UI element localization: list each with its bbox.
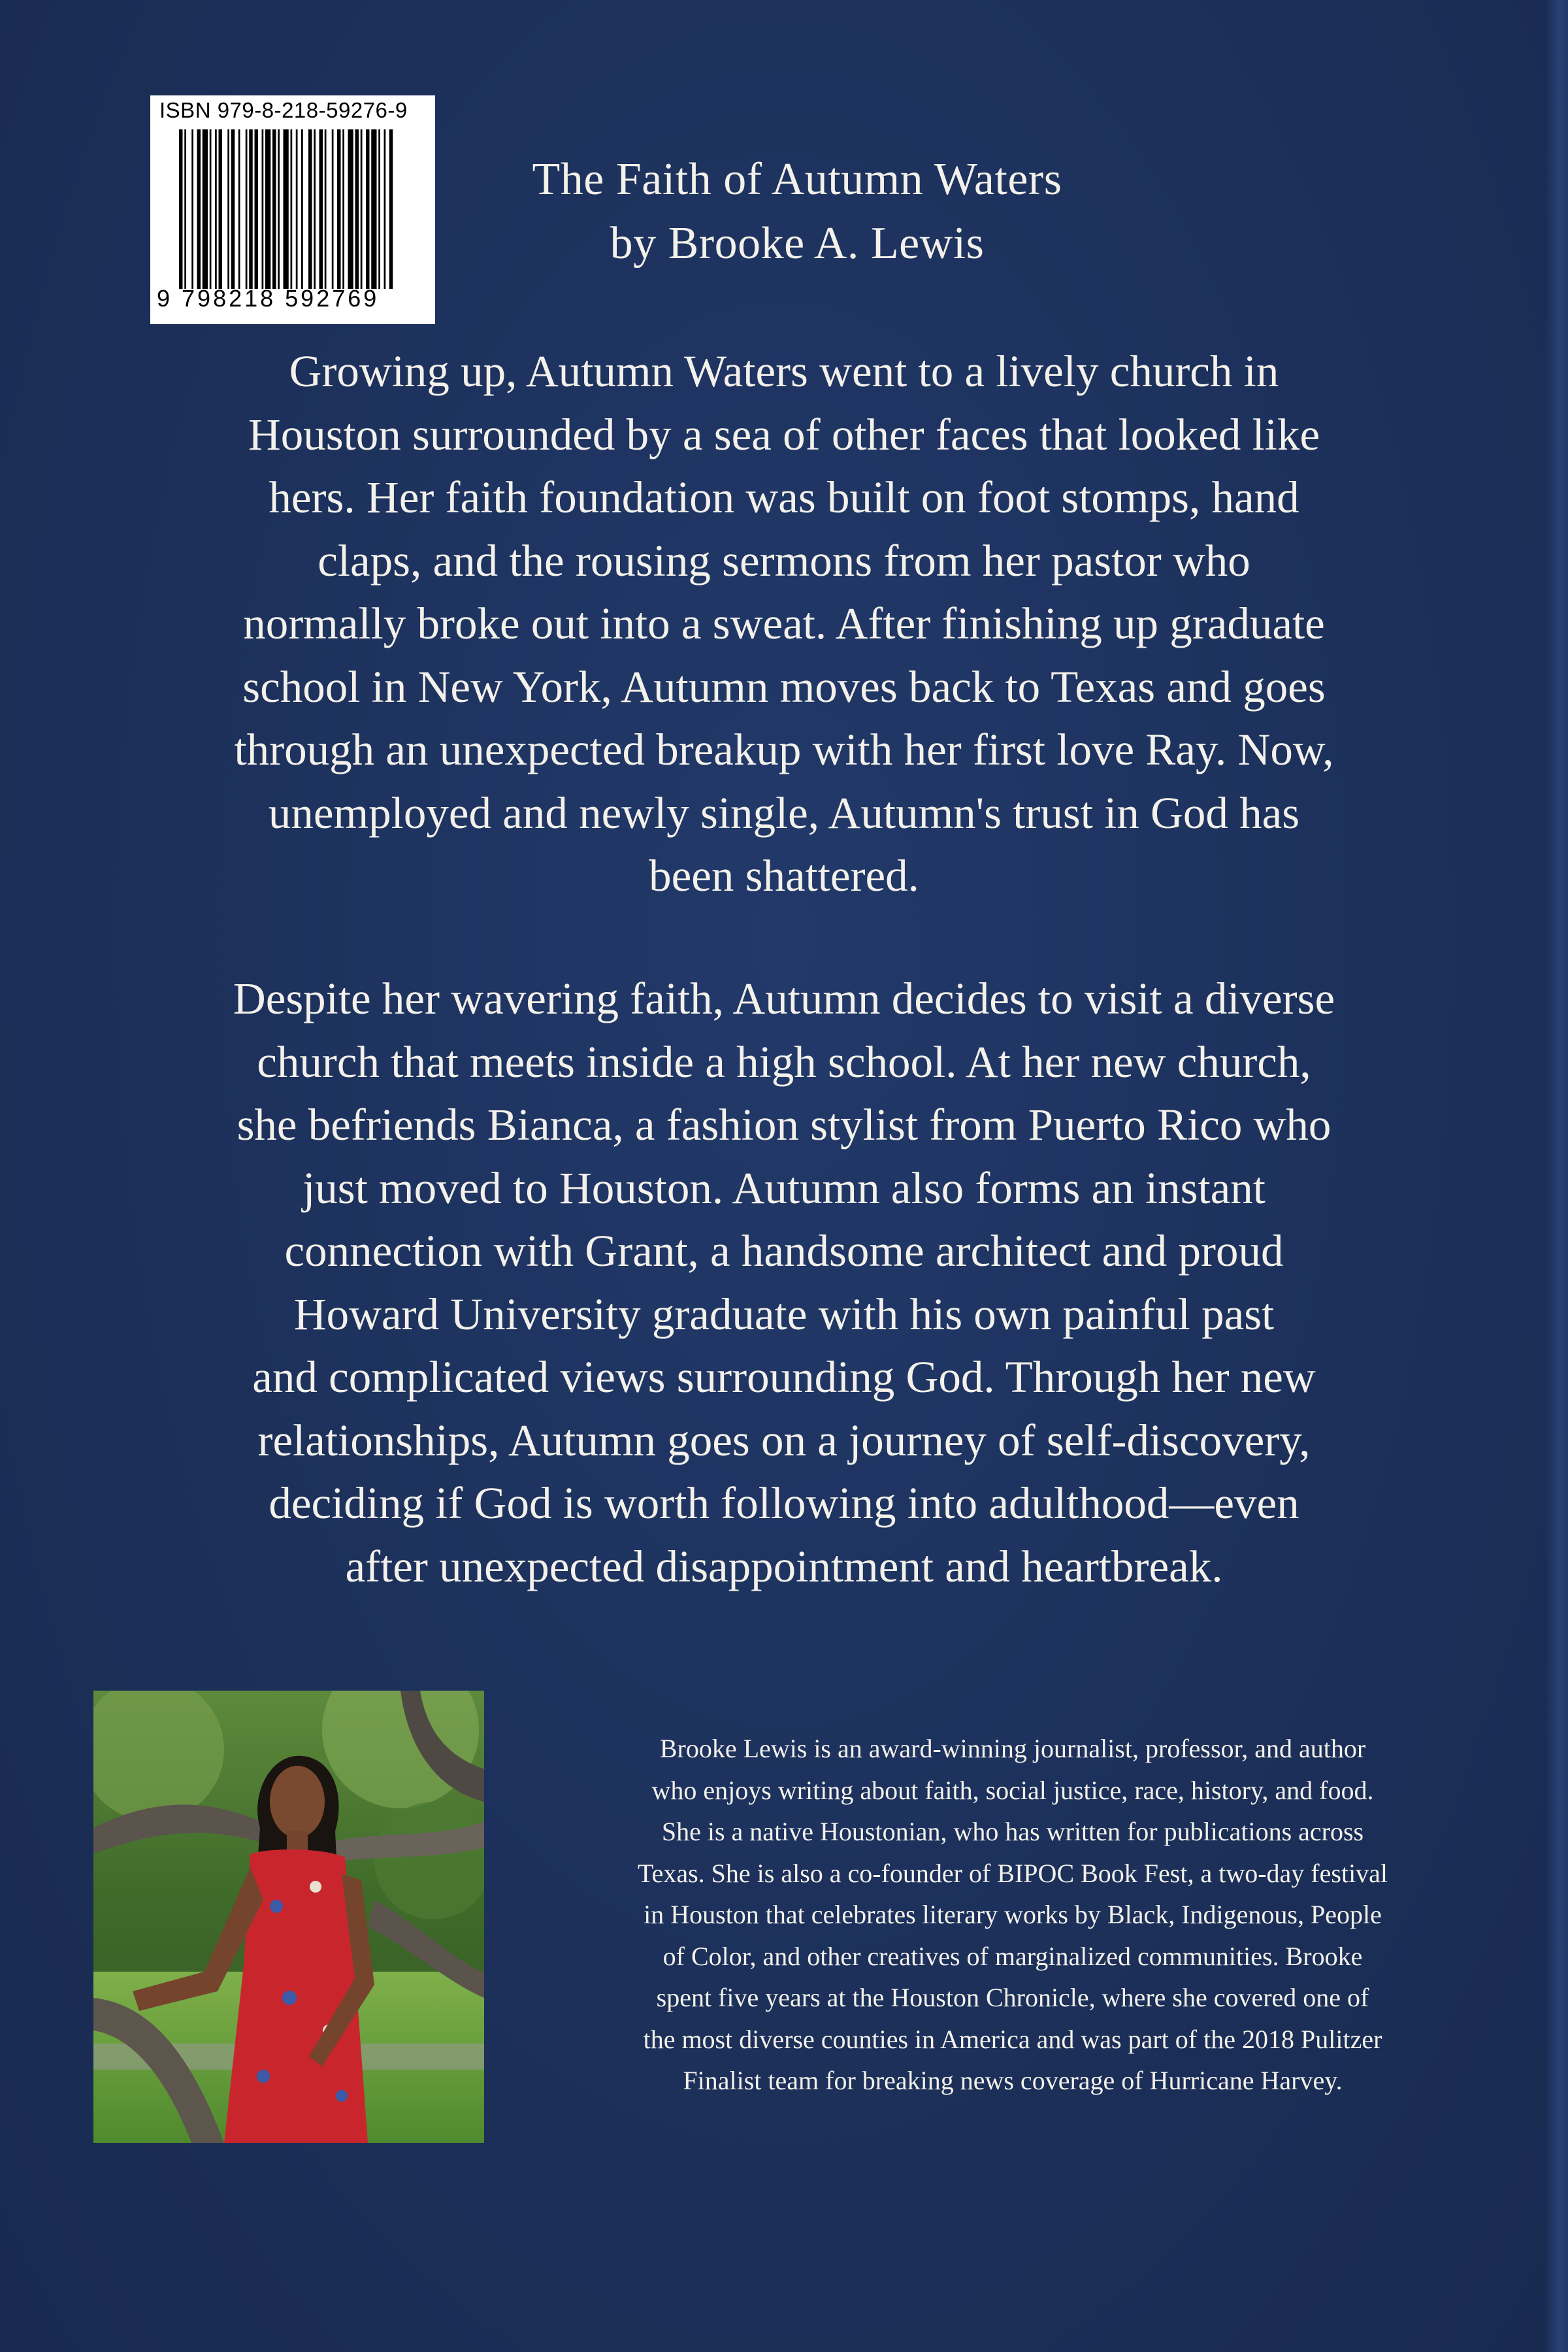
bio-line: Texas. She is also a co-founder of BIPOC Book Fest, a two-day festival: [637, 1858, 1388, 1888]
author-bio: [497, 1728, 1529, 2102]
cover-edge: [1546, 0, 1568, 2352]
blurb-line: been shattered.: [649, 851, 919, 901]
blurb-line: normally broke out into a sweat. After finishing up graduate: [243, 599, 1325, 648]
book-author-byline: by Brooke A. Lewis: [610, 218, 985, 269]
blurb-line: through an unexpected breakup with her first love Ray. Now,: [234, 725, 1334, 774]
blurb-line: relationships, Autumn goes on a journey of self-discovery,: [257, 1415, 1311, 1465]
blurb-line: Despite her wavering faith, Autumn decides to visit a diverse: [233, 974, 1335, 1023]
isbn-label: ISBN 979-8-218-59276-9: [159, 98, 408, 122]
bio-line: who enjoys writing about faith, social justice, race, history, and food.: [651, 1775, 1374, 1805]
blurb-paragraph-1: [157, 340, 1411, 908]
blurb-line: claps, and the rousing sermons from her pastor who: [318, 535, 1250, 586]
bio-line: Brooke Lewis is an award-winning journalist, professor, and author: [659, 1734, 1366, 1763]
title-block: [470, 148, 1124, 276]
bio-line: spent five years at the Houston Chronicle, where she covered one of: [656, 1983, 1369, 2012]
barcode-digits: 9 798218 592769: [157, 285, 380, 312]
book-title: The Faith of Autumn Waters: [532, 154, 1062, 205]
blurb-line: after unexpected disappointment and heartbreak.: [345, 1541, 1223, 1591]
blurb-line: just moved to Houston. Autumn also forms an instant: [302, 1163, 1266, 1213]
bio-line: the most diverse counties in America and was part of the 2018 Pulitzer: [643, 2024, 1382, 2054]
blurb-line: Howard University graduate with his own painful past: [293, 1289, 1275, 1339]
blurb-paragraph-2: [157, 967, 1411, 1598]
bio-line: of Color, and other creatives of marginalized communities. Brooke: [662, 1941, 1363, 1971]
blurb-line: hers. Her faith foundation was built on foot stomps, hand: [269, 472, 1299, 522]
blurb-line: connection with Grant, a handsome architect and proud: [284, 1226, 1284, 1276]
author-photo: [93, 1691, 484, 2143]
blurb-line: Houston surrounded by a sea of other faces that looked like: [248, 409, 1320, 459]
blurb-line: she befriends Bianca, a fashion stylist from Puerto Rico who: [237, 1100, 1331, 1150]
bio-line: in Houston that celebrates literary works by Black, Indigenous, People: [644, 1900, 1382, 1929]
blurb-line: Growing up, Autumn Waters went to a lively church in: [289, 346, 1279, 396]
isbn-barcode: [150, 95, 435, 324]
blurb-line: and complicated views surrounding God. Through her new: [252, 1352, 1316, 1402]
blurb-line: deciding if God is worth following into adulthood—even: [269, 1478, 1299, 1528]
blurb-line: unemployed and newly single, Autumn's trust in God has: [268, 787, 1300, 838]
bio-line: Finalist team for breaking news coverage of Hurricane Harvey.: [683, 2066, 1343, 2095]
bio-line: She is a native Houstonian, who has written for publications across: [661, 1817, 1364, 1846]
blurb-line: church that meets inside a high school. At her new church,: [257, 1036, 1311, 1087]
blurb-line: school in New York, Autumn moves back to Texas and goes: [242, 661, 1326, 712]
barcode-bars: [179, 129, 395, 289]
